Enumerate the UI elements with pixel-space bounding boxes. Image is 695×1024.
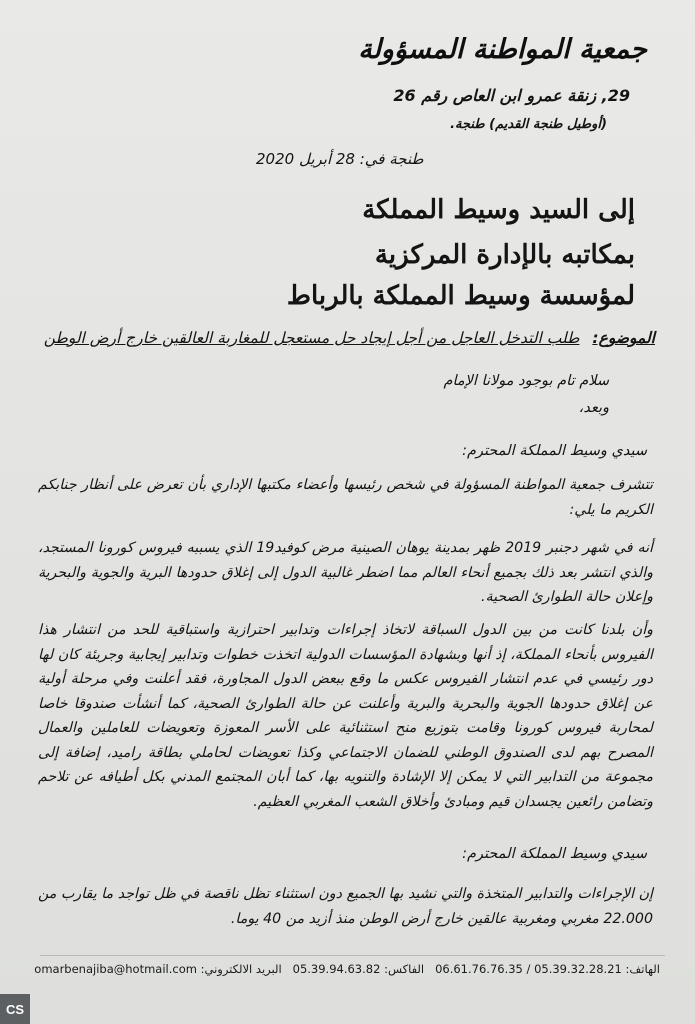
recipient-line-2: بمكاتبه بالإدارة المركزية bbox=[374, 240, 635, 270]
recipient-line-1: إلى السيد وسيط المملكة bbox=[362, 195, 635, 225]
email-label: البريد الالكتروني: bbox=[200, 962, 282, 976]
organization-name: جمعية المواطنة المسؤولة bbox=[358, 34, 647, 65]
phone-numbers: 05.39.32.28.21 / 06.61.76.76.35 bbox=[435, 962, 622, 976]
email-address: omarbenajiba@hotmail.com bbox=[34, 962, 197, 976]
paragraph-stranded-citizens: إن الإجراءات والتدابير المتخذة والتي نشيد بها الجميع دون استثناء تظل ناقصة في ظل تواجد ما يقارب من 22.000 مغربي ومغربية عالقين خارج أرض الوطن منذ أزيد من 40 يوما. bbox=[38, 886, 653, 927]
greeting-wabaad: وبعد، bbox=[578, 400, 609, 416]
recipient-line-3: لمؤسسة وسيط المملكة بالرباط bbox=[286, 281, 635, 311]
camscanner-logo-icon: CS bbox=[0, 994, 30, 1024]
fax-label: الفاكس: bbox=[384, 962, 425, 976]
salutation-line: سيدي وسيط المملكة المحترم: bbox=[462, 443, 647, 459]
letter-date: طنجة في: 28 أبريل 2020 bbox=[256, 150, 424, 168]
salutation-line-2: سيدي وسيط المملكة المحترم: bbox=[462, 846, 647, 862]
greeting-line: سلام تام بوجود مولانا الإمام bbox=[443, 373, 609, 389]
paragraph-intro: تتشرف جمعية المواطنة المسؤولة في شخص رئيسها وأعضاء مكتبها الإداري بأن تعرض على أنظار جنابكم الكريم ما يلي: bbox=[38, 477, 653, 518]
phone-label: الهاتف: bbox=[625, 962, 660, 976]
subject-text: طلب التدخل العاجل من أجل إيجاد حل مستعجل للمغاربة العالقين خارج أرض الوطن bbox=[43, 329, 580, 347]
footer-divider bbox=[40, 955, 665, 956]
address-line-1: 29, زنقة عمرو ابن العاص رقم 26 bbox=[393, 86, 630, 105]
subject-label: الموضوع: bbox=[592, 329, 655, 347]
paragraph-covid-background: أنه في شهر دجنبر 2019 ظهر بمدينة يوهان الصينية مرض كوفيد19 الذي يسببه فيروس كورونا المستجد، والذي انتشر بعد ذلك بجميع أنحاء العالم مما اضطر غالبية الدول إلى إغلاق حدودها البرية والجوية والبحرية وإعلان حالة الطوارئ الصحية. bbox=[38, 540, 653, 605]
address-line-2: (أوطيل طنجة القديم) طنجة. bbox=[450, 117, 607, 132]
fax-number: 05.39.94.63.82 bbox=[292, 962, 381, 976]
subject-line bbox=[35, 329, 655, 347]
contact-footer bbox=[34, 962, 660, 976]
paragraph-measures: وأن بلدنا كانت من بين الدول السباقة لاتخاذ إجراءات وتدابير احترازية واستباقية للحد من انتشار هذا الفيروس بأنحاء المملكة، إذ أنها وبشهادة المؤسسات الدولية اتخذت خطوات وتدابير إيجابية وجريئة كان لها دور رئيسي في عدم انتشار الفيروس عكس ما وقع ببعض الدول المجاورة، فقد أعلنت وفي مرحلة أولية عن إغلاق حدودها الجوية والبحرية والبرية وأعلنت عن حالة الطوارئ الصحية، كما أنشأت صندوقا خاصا لمحاربة فيروس كورونا وقامت بتوزيع منح استثنائية على الأسر المعوزة وتعويضات للعاملين والعمال المصرح بهم لدى الصندوق الوطني للضمان الاجتماعي وكذا تعويضات لحاملي بطاقة راميد، إضافة إلى مجموعة من التدابير التي لا يمكن إلا الإشادة والتنويه بها، كما أبان المجتمع المدني بكل أطيافه عن تلاحم وتضامن رائعين يجسدان قيم ومبادئ وأخلاق الشعب المغربي العظيم. bbox=[38, 622, 653, 810]
